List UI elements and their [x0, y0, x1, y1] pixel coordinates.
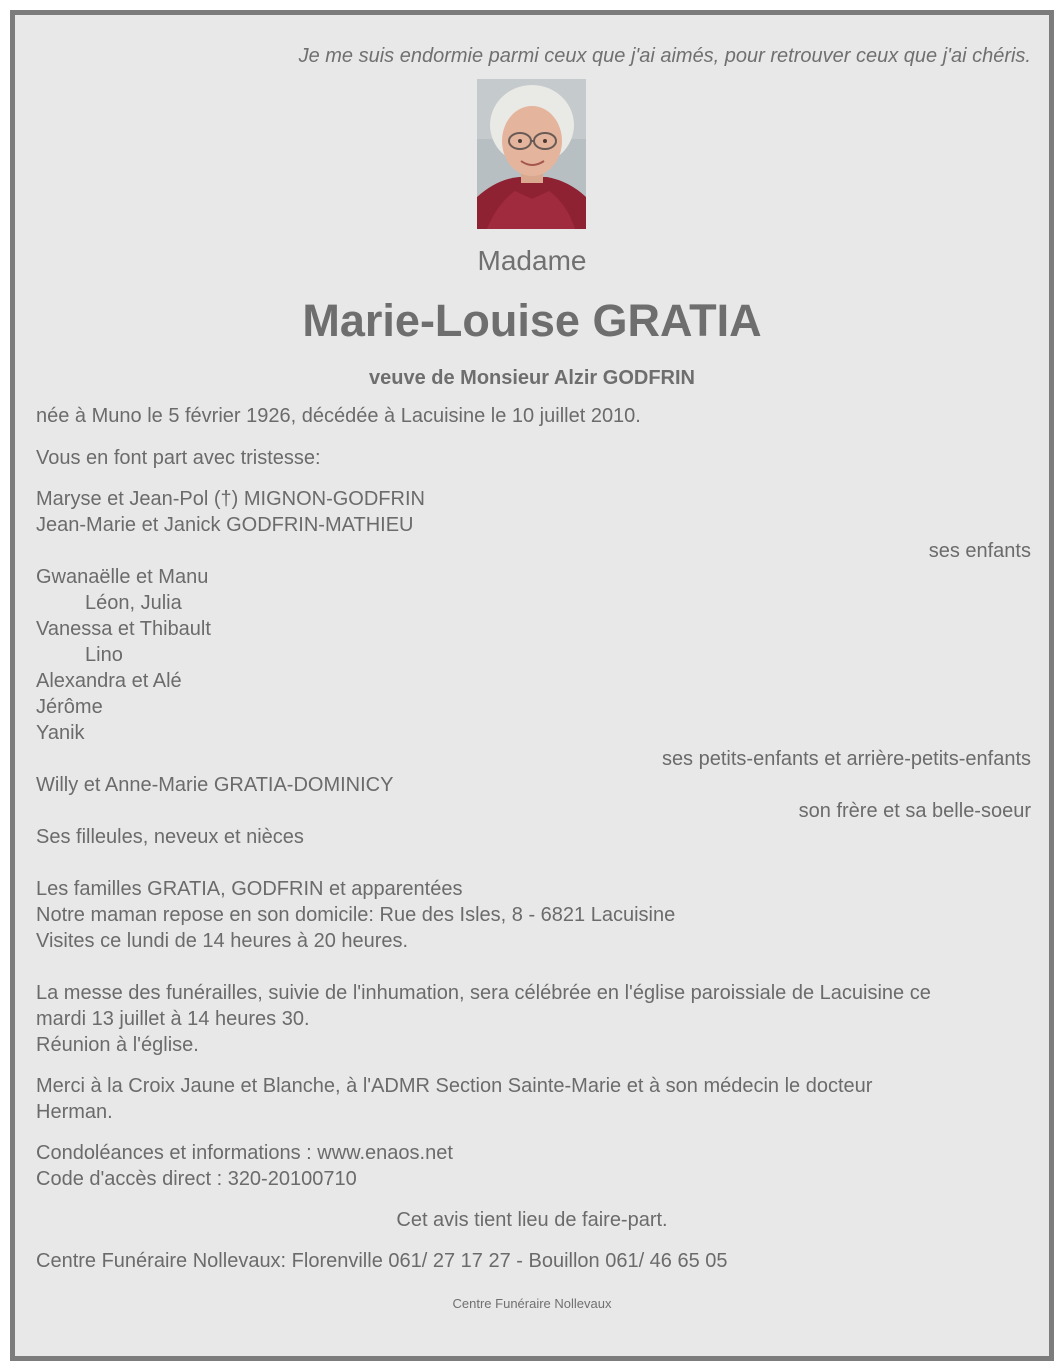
mass-line-1: La messe des funérailles, suivie de l'inhumation, sera célébrée en l'église paroissiale de Lacuisine ce — [36, 982, 931, 1004]
families-line: Les familles GRATIA, GODFRIN et apparentées — [36, 878, 463, 900]
deceased-name: Marie-Louise GRATIA — [302, 295, 762, 346]
portrait-photo — [477, 79, 586, 229]
children-line-1: Maryse et Jean-Pol (†) MIGNON-GODFRIN — [36, 488, 425, 510]
epitaph-quote: Je me suis endormie parmi ceux que j'ai aimés, pour retrouver ceux que j'ai chéris. — [298, 45, 1031, 67]
honorific: Madame — [477, 245, 587, 276]
birth-death-line: née à Muno le 5 février 1926, décédée à Lacuisine le 10 juillet 2010. — [36, 405, 641, 427]
access-code-line: Code d'accès direct : 320-20100710 — [36, 1168, 357, 1190]
godchildren-line: Ses filleules, neveux et nièces — [36, 826, 304, 848]
thanks-line-1: Merci à la Croix Jaune et Blanche, à l'ADMR Section Sainte-Marie et à son médecin le docteur — [36, 1075, 873, 1097]
siblings-line: Willy et Anne-Marie GRATIA-DOMINICY — [36, 774, 394, 796]
children-line-2: Jean-Marie et Janick GODFRIN-MATHIEU — [36, 514, 414, 536]
grandchildren-line-7: Yanik — [36, 722, 85, 744]
footer-funeral-home: Centre Funéraire Nollevaux — [452, 1296, 612, 1311]
announcement-line: Vous en font part avec tristesse: — [36, 447, 321, 469]
notice-line: Cet avis tient lieu de faire-part. — [396, 1209, 668, 1231]
widow-of: veuve de Monsieur Alzir GODFRIN — [369, 367, 695, 389]
rest-place-line: Notre maman repose en son domicile: Rue des Isles, 8 - 6821 Lacuisine — [36, 904, 676, 926]
mass-line-3: Réunion à l'église. — [36, 1034, 199, 1056]
grandchildren-line-3: Vanessa et Thibault — [36, 618, 211, 640]
thanks-line-2: Herman. — [36, 1101, 113, 1123]
grandchildren-line-2: Léon, Julia — [85, 592, 182, 614]
children-relation: ses enfants — [928, 540, 1031, 562]
grandchildren-line-4: Lino — [85, 644, 123, 666]
funeral-home-contact: Centre Funéraire Nollevaux: Florenville 061/ 27 17 27 - Bouillon 061/ 46 65 05 — [36, 1250, 728, 1272]
siblings-relation: son frère et sa belle-soeur — [798, 800, 1031, 822]
grandchildren-relation: ses petits-enfants et arrière-petits-enfants — [661, 748, 1031, 770]
grandchildren-line-5: Alexandra et Alé — [36, 670, 182, 692]
obituary-card — [10, 10, 1054, 1361]
visits-line: Visites ce lundi de 14 heures à 20 heures. — [36, 930, 409, 952]
mass-line-2: mardi 13 juillet à 14 heures 30. — [36, 1008, 310, 1030]
grandchildren-line-6: Jérôme — [36, 696, 103, 718]
condolences-line: Condoléances et informations : www.enaos.net — [36, 1142, 453, 1164]
grandchildren-line-1: Gwanaëlle et Manu — [36, 566, 209, 588]
